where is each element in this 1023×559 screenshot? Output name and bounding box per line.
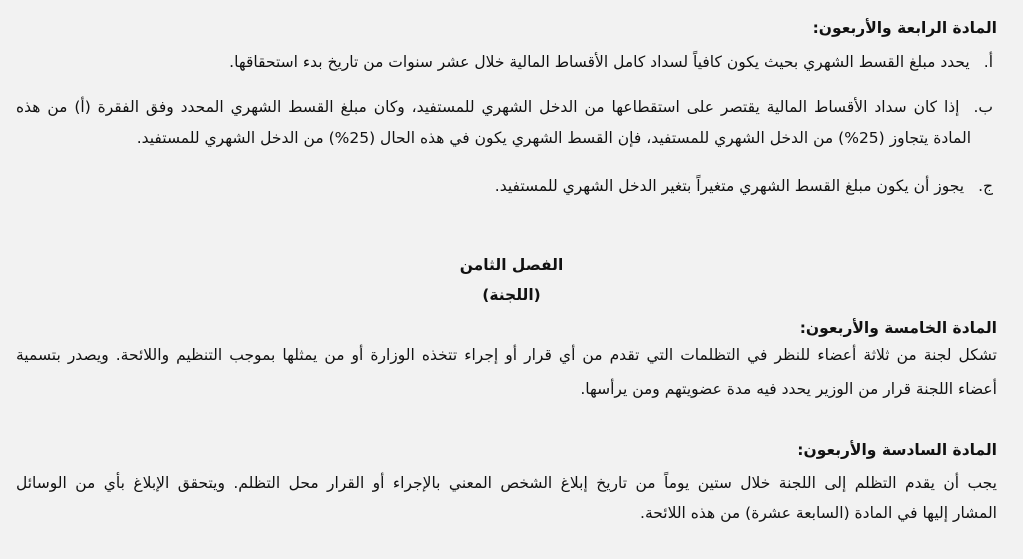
item-text: يجوز أن يكون مبلغ القسط الشهري متغيراً بتغير الدخل الشهري للمستفيد. <box>494 177 965 195</box>
item-text: إذا كان سداد الأقساط المالية يقتصر على استقطاعها من الدخل الشهري للمستفيد، وكان مبلغ القسط الشهري المحدد وفق الفقرة (أ) من هذه <box>16 98 960 116</box>
article-44-heading: المادة الرابعة والأربعون: <box>812 19 997 37</box>
item-text: يحدد مبلغ القسط الشهري بحيث يكون كافياً لسداد كامل الأقساط المالية خلال عشر سنوات من تاريخ بدء استحقاقها. <box>229 53 970 71</box>
article-45-line-2: أعضاء اللجنة قرار من الوزير يحدد فيه مدة عضويتهم ومن يرأسها. <box>580 380 997 398</box>
article-46-heading: المادة السادسة والأربعون: <box>797 441 997 459</box>
article-44-item-c <box>495 176 993 196</box>
article-44-item-b-line-2: المادة يتجاوز (25%) من الدخل الشهري للمستفيد، فإن القسط الشهري يكون في هذه الحال (25%) من الدخل الشهري للمستفيد. <box>136 129 971 147</box>
item-marker: ب. <box>973 98 993 116</box>
chapter-subtitle: (اللجنة) <box>482 286 541 304</box>
article-45-line-1: تشكل لجنة من ثلاثة أعضاء للنظر في التظلمات التي تقدم من أي قرار أو إجراء تتخذه الوزارة أو من يمثلها بموجب التنظيم واللائحة. ويصدر بتسمية <box>16 346 997 364</box>
article-46-line-2: المشار إليها في المادة (السابعة عشرة) من هذه اللائحة. <box>640 504 997 522</box>
item-marker: أ. <box>983 53 993 71</box>
article-45-heading: المادة الخامسة والأربعون: <box>799 319 997 337</box>
article-44-item-b-line-1 <box>16 97 993 117</box>
article-44-item-a <box>229 52 993 72</box>
article-46-line-1: يجب أن يقدم التظلم إلى اللجنة خلال ستين يوماً من تاريخ إبلاغ الشخص المعني بالإجراء أو القرار محل التظلم. ويتحقق الإبلاغ بأي من الوسائل <box>16 474 997 492</box>
item-marker: ج. <box>978 177 993 195</box>
chapter-title: الفصل الثامن <box>459 256 564 274</box>
